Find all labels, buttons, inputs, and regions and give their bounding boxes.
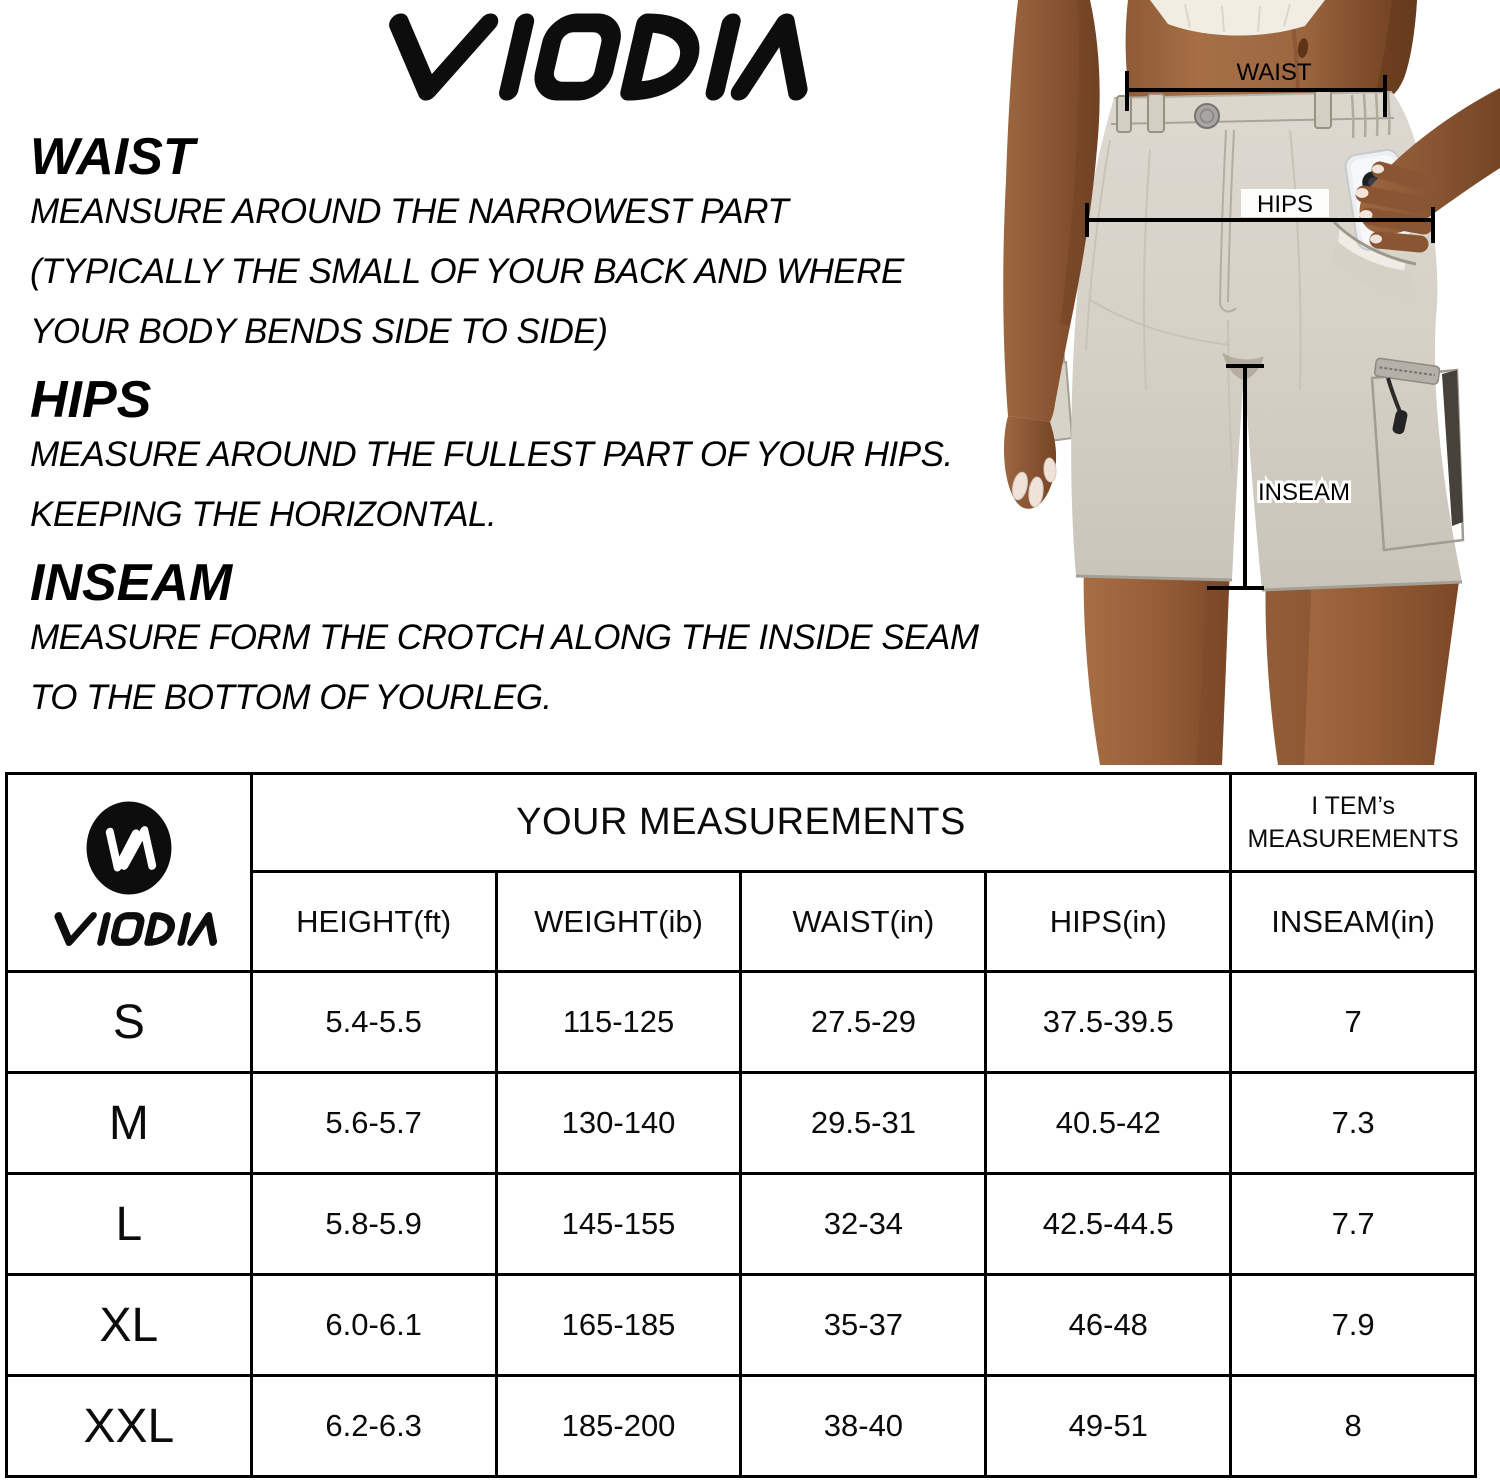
items-measurements-line2: MEASUREMENTS [1247, 824, 1459, 853]
height-value: 6.0-6.1 [251, 1275, 496, 1376]
hips-value: 46-48 [986, 1275, 1231, 1376]
height-value: 6.2-6.3 [251, 1376, 496, 1477]
viodia-wordmark [383, 23, 810, 91]
instruction-heading-inseam: INSEAM [30, 554, 233, 612]
height-value: 5.8-5.9 [251, 1174, 496, 1275]
weight-value: 165-185 [496, 1275, 741, 1376]
your-measurements-header: YOUR MEASUREMENTS [251, 774, 1231, 872]
weight-value: 145-155 [496, 1174, 741, 1275]
table-row-size-xl [7, 1275, 1476, 1376]
waist-value: 29.5-31 [741, 1073, 986, 1174]
waist-value: 35-37 [741, 1275, 986, 1376]
size-label: XL [7, 1275, 252, 1376]
size-label: XXL [7, 1376, 252, 1477]
instruction-line: MEASURE AROUND THE FULLEST PART OF YOUR HIPS. [30, 435, 953, 474]
instruction-line: KEEPING THE HORIZONTAL. [30, 495, 497, 534]
instruction-line: YOUR BODY BENDS SIDE TO SIDE) [30, 312, 608, 351]
instruction-line: (TYPICALLY THE SMALL OF YOUR BACK AND WHERE [30, 252, 904, 291]
inseam-annotation-label: INSEAM [1258, 479, 1351, 506]
model-photo [960, 0, 1500, 765]
inseam-value: 7.9 [1231, 1275, 1476, 1376]
inseam-value: 8 [1231, 1376, 1476, 1477]
viodia-wordmark-small [40, 909, 218, 949]
inseam-value: 7.3 [1231, 1073, 1476, 1174]
instruction-section-hips [30, 371, 953, 545]
instruction-heading-waist: WAIST [30, 128, 195, 186]
brand-logo-cell [7, 774, 252, 972]
waist-value: 27.5-29 [741, 972, 986, 1073]
size-chart-table [5, 772, 1477, 1478]
items-measurements-line1: I TEM’s [1311, 791, 1396, 820]
hips-value: 37.5-39.5 [986, 972, 1231, 1073]
column-header-hips: HIPS(in) [986, 872, 1231, 972]
instruction-section-inseam [30, 554, 979, 728]
column-header-inseam: INSEAM(in) [1231, 872, 1476, 972]
column-header-waist: WAIST(in) [741, 872, 986, 972]
inseam-value: 7 [1231, 972, 1476, 1073]
size-label: L [7, 1174, 252, 1275]
height-value: 5.6-5.7 [251, 1073, 496, 1174]
hips-annotation-label: HIPS [1256, 191, 1314, 218]
weight-value: 130-140 [496, 1073, 741, 1174]
model-photo-illustration [960, 0, 1500, 765]
height-value: 5.4-5.5 [251, 972, 496, 1073]
instruction-line: MEANSURE AROUND THE NARROWEST PART [30, 192, 789, 231]
table-row-size-s [7, 972, 1476, 1073]
instruction-heading-hips: HIPS [30, 371, 152, 429]
table-row-size-l [7, 1174, 1476, 1275]
instruction-section-waist [30, 128, 904, 362]
weight-value: 185-200 [496, 1376, 741, 1477]
table-row-size-m [7, 1073, 1476, 1174]
weight-value: 115-125 [496, 972, 741, 1073]
viodia-logo [352, 6, 810, 108]
table-row-size-xxl [7, 1376, 1476, 1477]
column-header-height: HEIGHT(ft) [251, 872, 496, 972]
hips-value: 49-51 [986, 1376, 1231, 1477]
waist-value: 38-40 [741, 1376, 986, 1477]
size-label: M [7, 1073, 252, 1174]
waist-value: 32-34 [741, 1174, 986, 1275]
instruction-line: MEASURE FORM THE CROTCH ALONG THE INSIDE SEAM [30, 618, 979, 657]
viodia-circle-monogram [80, 797, 178, 899]
inseam-value: 7.7 [1231, 1174, 1476, 1275]
column-header-weight: WEIGHT(ib) [496, 872, 741, 972]
size-label: S [7, 972, 252, 1073]
waist-annotation-label: WAIST [1236, 59, 1312, 86]
waist-button [1195, 104, 1219, 128]
hips-value: 42.5-44.5 [986, 1174, 1231, 1275]
hips-value: 40.5-42 [986, 1073, 1231, 1174]
items-measurements-header [1231, 774, 1476, 872]
instruction-line: TO THE BOTTOM OF YOURLEG. [30, 678, 552, 717]
